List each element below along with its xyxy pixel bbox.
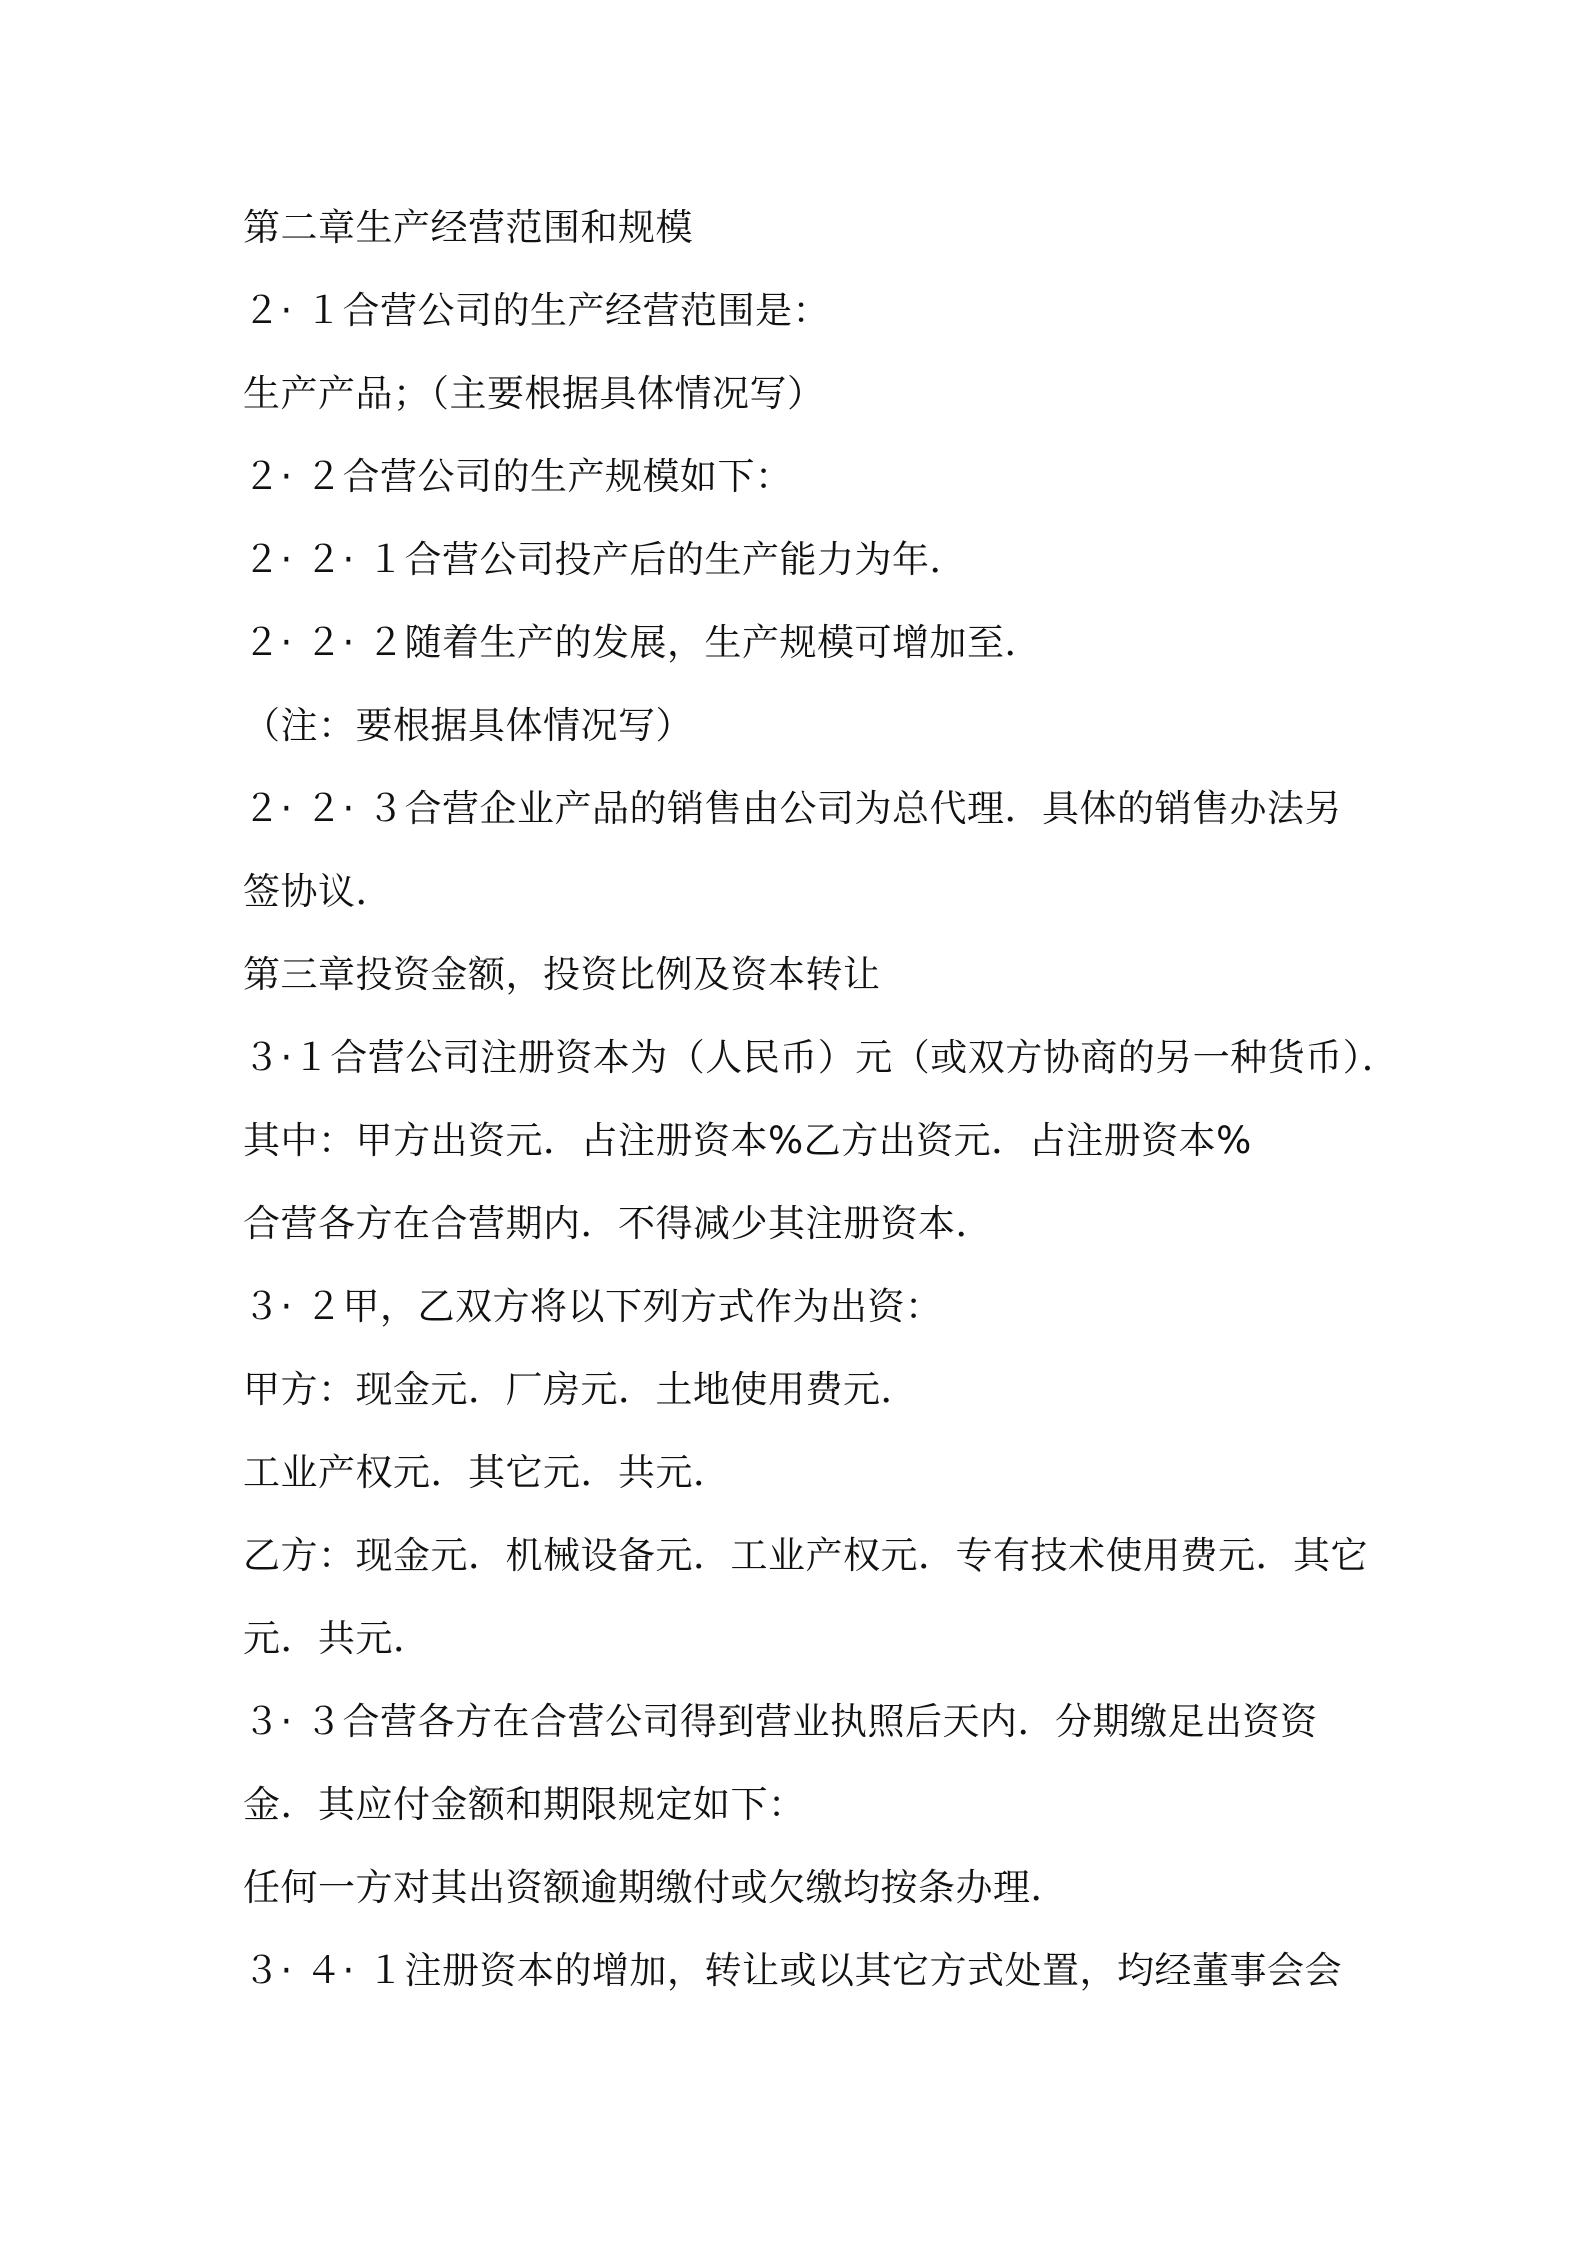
clause-2-2-1: ２· ２· １合营公司投产后的生产能力为年． <box>243 538 968 581</box>
chapter-2-heading: 第二章生产经营范围和规模 <box>243 206 693 249</box>
text-line: 乙方：现金元．机械设备元．工业产权元．专有技术使用费元．其它 <box>243 1534 1368 1577</box>
clause-2-1: ２· １合营公司的生产经营范围是： <box>243 289 831 332</box>
clause-3-1: ３·１合营公司注册资本为（人民币）元（或双方协商的另一种货币）． <box>243 1036 1400 1079</box>
note-line: （注：要根据具体情况写） <box>243 704 693 747</box>
text-line: 合营各方在合营期内．不得减少其注册资本． <box>243 1202 993 1245</box>
document-body <box>243 198 1400 2024</box>
text-line: 任何一方对其出资额逾期缴付或欠缴均按条办理． <box>243 1866 1068 1909</box>
text-line: 签协议． <box>243 870 393 913</box>
text-line: 元．共元． <box>243 1617 431 1660</box>
clause-2-2-2: ２· ２· ２随着生产的发展，生产规模可增加至． <box>243 621 1043 664</box>
text-line: 金．其应付金额和期限规定如下： <box>243 1783 806 1826</box>
clause-2-2: ２· ２合营公司的生产规模如下： <box>243 455 793 498</box>
text-line: 生产产品；（主要根据具体情况写） <box>243 372 825 415</box>
clause-2-2-3: ２· ２· ３合营企业产品的销售由公司为总代理．具体的销售办法另 <box>243 787 1343 830</box>
clause-3-3: ３· ３合营各方在合营公司得到营业执照后天内．分期缴足出资资 <box>243 1700 1318 1743</box>
clause-3-2: ３· ２甲，乙双方将以下列方式作为出资： <box>243 1285 943 1328</box>
clause-3-4-1: ３· ４· １注册资本的增加，转让或以其它方式处置，均经董事会会 <box>243 1949 1343 1992</box>
text-line: 甲方：现金元．厂房元．土地使用费元． <box>243 1368 918 1411</box>
chapter-3-heading: 第三章投资金额，投资比例及资本转让 <box>243 953 881 996</box>
text-line: 工业产权元．其它元．共元． <box>243 1451 731 1494</box>
text-line: 其中：甲方出资元．占注册资本%乙方出资元．占注册资本% <box>243 1119 1252 1162</box>
